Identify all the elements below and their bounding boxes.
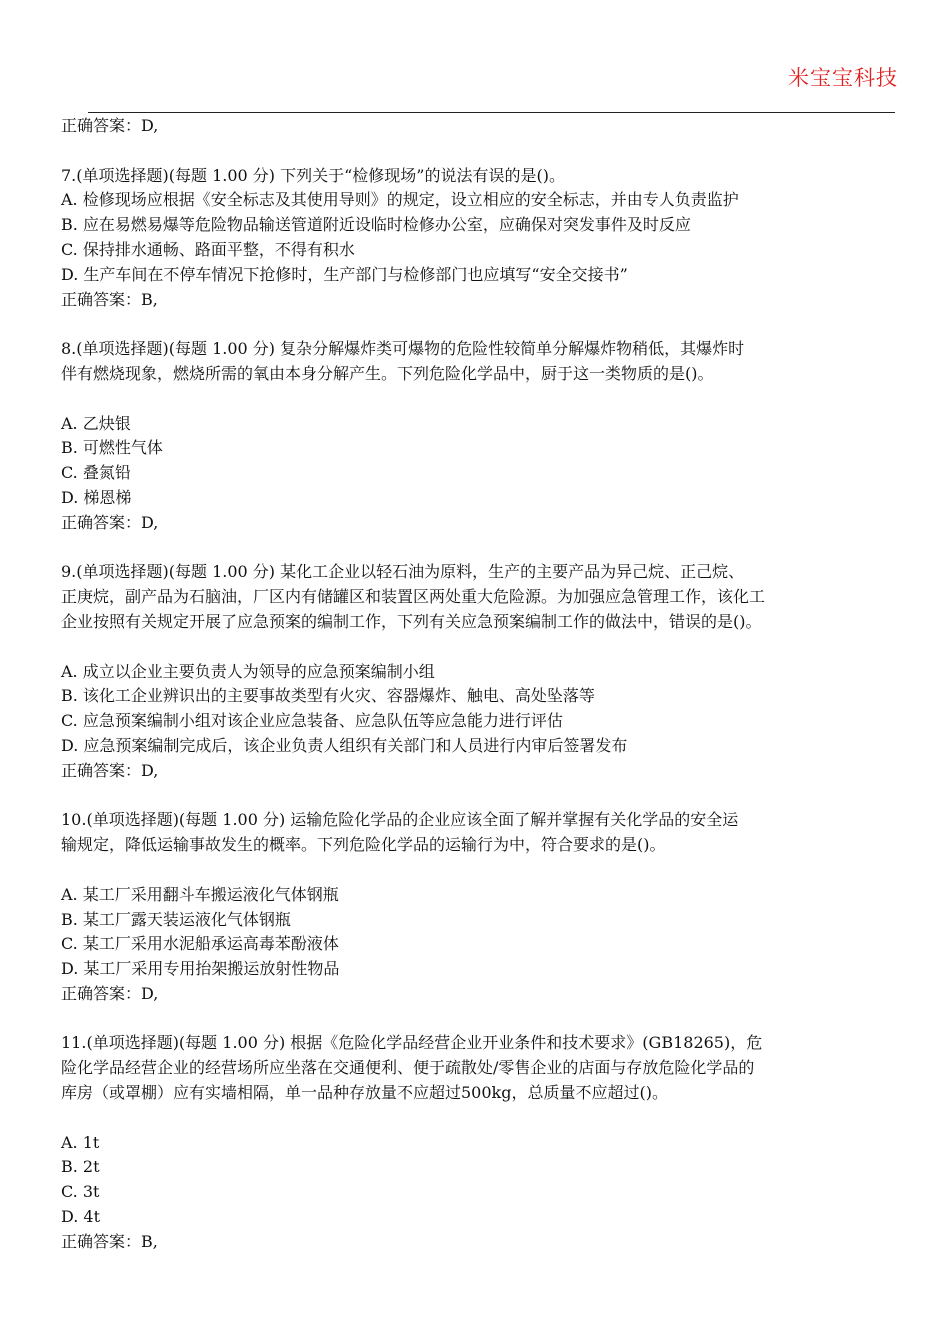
question-stem-line: 9.(单项选择题)(每题 1.00 分) 某化工企业以轻石油为原料，生产的主要产品为异己烷、正己烷、 <box>61 562 745 582</box>
question-7 <box>61 164 897 313</box>
question-stem-line: 11.(单项选择题)(每题 1.00 分) 根据《危险化学品经营企业开业条件和技术要求》(GB18265)，危 <box>61 1033 763 1053</box>
spacer <box>61 784 897 809</box>
header-divider <box>88 112 895 113</box>
correct-answer: 正确答案：D, <box>61 983 159 1003</box>
question-11 <box>61 1031 897 1254</box>
spacer <box>61 858 897 883</box>
question-stem-line: 8.(单项选择题)(每题 1.00 分) 复杂分解爆炸类可爆物的危险性较简单分解爆炸物稍低，其爆炸时 <box>61 339 745 359</box>
option-c: C. 某工厂采用水泥船承运高毒苯酚液体 <box>61 934 339 954</box>
correct-answer: 正确答案：B, <box>61 1231 158 1251</box>
question-stem-line: 输规定，降低运输事故发生的概率。下列危险化学品的运输行为中，符合要求的是()。 <box>61 835 666 855</box>
option-b: B. 可燃性气体 <box>61 438 163 458</box>
option-b: B. 2t <box>61 1157 100 1177</box>
question-stem-line: 企业按照有关规定开展了应急预案的编制工作，下列有关应急预案编制工作的做法中，错误的是()。 <box>61 611 762 631</box>
option-c: C. 3t <box>61 1182 100 1202</box>
question-10 <box>61 808 897 1006</box>
option-a: A. 1t <box>61 1132 100 1152</box>
spacer <box>61 1007 897 1032</box>
option-a: A. 某工厂采用翻斗车搬运液化气体钢瓶 <box>61 884 339 904</box>
question-list <box>61 114 897 1255</box>
spacer <box>61 312 897 337</box>
question-stem-line: 险化学品经营企业的经营场所应坐落在交通便利、便于疏散处/零售企业的店面与存放危险化学品的 <box>61 1058 755 1078</box>
question-8 <box>61 337 897 535</box>
question-stem-line: 伴有燃烧现象，燃烧所需的氧由本身分解产生。下列危险化学品中，厨于这一类物质的是()。 <box>61 363 714 383</box>
question-stem: 7.(单项选择题)(每题 1.00 分) 下列关于“检修现场”的说法有误的是()。 <box>61 165 565 185</box>
question-9 <box>61 560 897 783</box>
correct-answer: 正确答案：D, <box>61 760 159 780</box>
option-d: D. 4t <box>61 1207 101 1227</box>
spacer <box>61 1106 897 1131</box>
option-a: A. 成立以企业主要负责人为领导的应急预案编制小组 <box>61 661 435 681</box>
question-stem-line: 库房（或罩棚）应有实墙相隔，单一品种存放量不应超过500kg，总质量不应超过()。 <box>61 1083 668 1103</box>
option-d: D. 应急预案编制完成后，该企业负责人组织有关部门和人员进行内审后签署发布 <box>61 735 628 755</box>
correct-answer: 正确答案：D, <box>61 512 159 532</box>
question-stem-line: 10.(单项选择题)(每题 1.00 分) 运输危险化学品的企业应该全面了解并掌握有关化学品的安全运 <box>61 810 739 830</box>
previous-answer: 正确答案：D, <box>61 116 159 135</box>
question-stem-line: 正庚烷，副产品为石脑油，厂区内有储罐区和装置区两处重大危险源。为加强应急管理工作，该化工 <box>61 587 766 607</box>
option-d: D. 梯恩梯 <box>61 487 132 507</box>
spacer <box>61 635 897 660</box>
option-d: D. 某工厂采用专用抬架搬运放射性物品 <box>61 959 340 979</box>
spacer <box>61 536 897 561</box>
spacer <box>61 139 897 164</box>
option-b: B. 某工厂露天装运液化气体钢瓶 <box>61 909 291 929</box>
option-c: C. 叠氮铅 <box>61 463 131 483</box>
option-a: A. 乙炔银 <box>61 413 131 433</box>
option-b: B. 应在易燃易爆等危险物品输送管道附近设临时检修办公室，应确保对突发事件及时反应 <box>61 215 691 235</box>
correct-answer: 正确答案：B, <box>61 289 158 309</box>
option-d: D. 生产车间在不停车情况下抢修时，生产部门与检修部门也应填写“安全交接书” <box>61 264 628 284</box>
spacer <box>61 387 897 412</box>
option-a: A. 检修现场应根据《安全标志及其使用导则》的规定，设立相应的安全标志，并由专人负责监护 <box>61 190 739 210</box>
option-b: B. 该化工企业辨识出的主要事故类型有火灾、容器爆炸、触电、高处坠落等 <box>61 686 595 706</box>
option-c: C. 保持排水通畅、路面平整，不得有积水 <box>61 239 355 259</box>
brand-header: 米宝宝科技 <box>788 66 898 90</box>
option-c: C. 应急预案编制小组对该企业应急装备、应急队伍等应急能力进行评估 <box>61 711 563 731</box>
